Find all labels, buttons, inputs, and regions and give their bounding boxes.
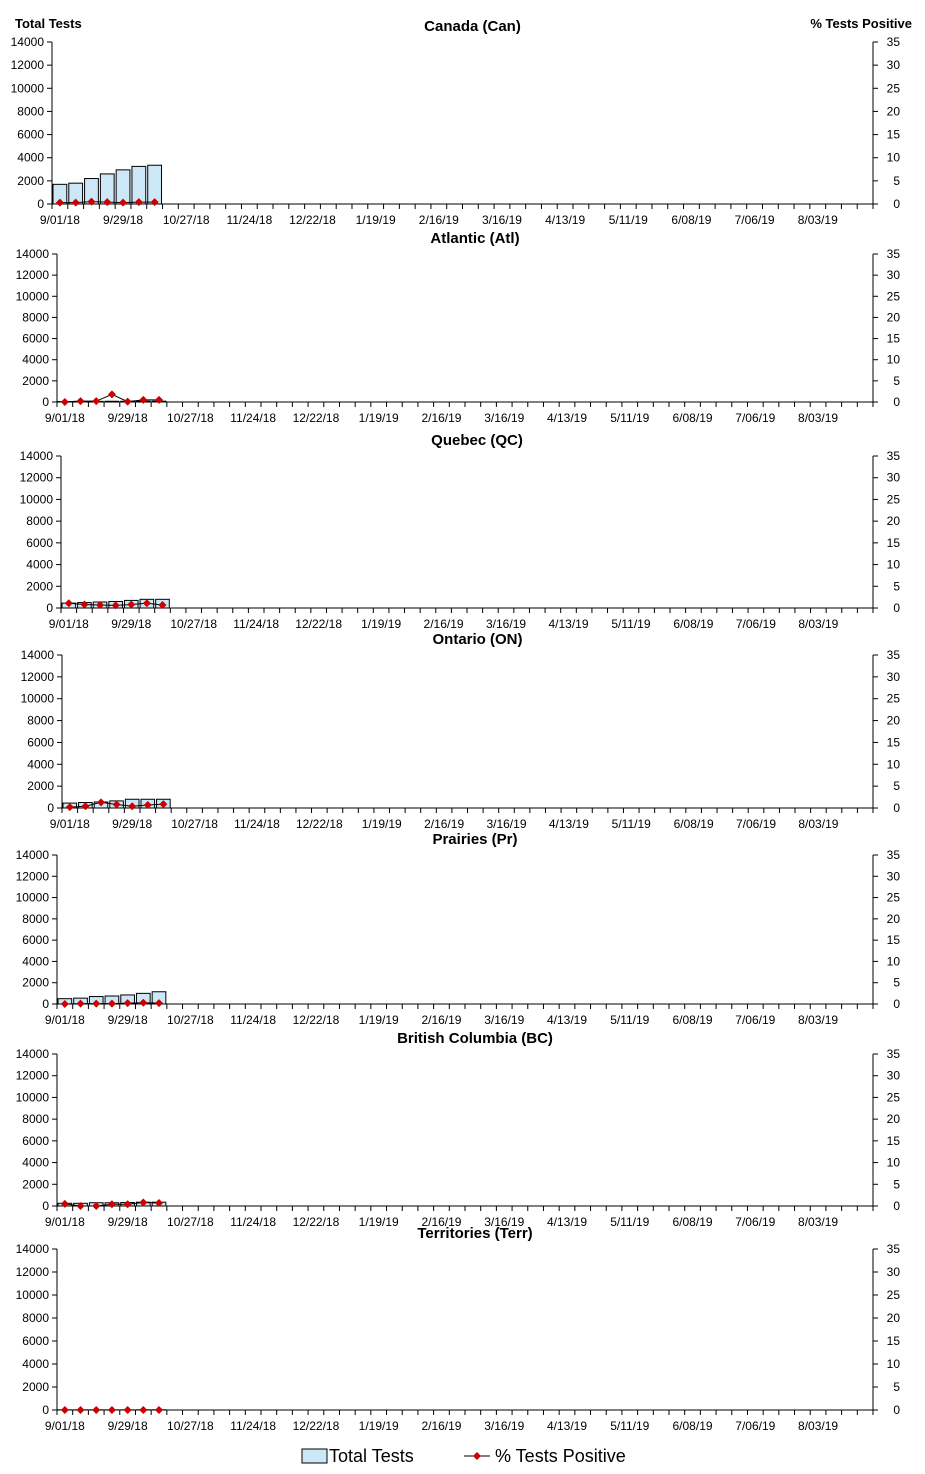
left-tick-label: 4000	[27, 757, 54, 772]
left-tick-label: 6000	[26, 535, 53, 550]
left-tick-label: 4000	[17, 150, 44, 165]
right-tick-label: 35	[886, 35, 900, 49]
x-tick-label: 4/13/19	[548, 617, 589, 631]
x-tick-label: 5/11/19	[611, 617, 651, 631]
x-tick-label: 5/11/19	[610, 411, 650, 425]
left-tick-label: 8000	[22, 1311, 49, 1325]
right-tick-label: 5	[893, 373, 900, 388]
chart-panel	[16, 1030, 901, 1229]
right-tick-label: 0	[893, 395, 900, 409]
line-point	[124, 1406, 132, 1414]
x-tick-label: 7/06/19	[735, 1419, 776, 1433]
right-tick-label: 20	[886, 1311, 900, 1325]
panel-title: Canada (Can)	[424, 18, 521, 35]
right-tick-label: 15	[886, 1133, 900, 1148]
left-tick-label: 12000	[15, 1265, 49, 1279]
x-tick-label: 4/13/19	[546, 1419, 588, 1433]
x-tick-label: 4/13/19	[546, 1215, 588, 1229]
left-tick-label: 8000	[26, 514, 53, 529]
left-tick-label: 12000	[20, 669, 54, 684]
right-tick-label: 30	[886, 58, 900, 73]
right-axis-title: % Tests Positive	[810, 16, 912, 31]
right-tick-label: 0	[893, 997, 900, 1011]
line-point	[61, 398, 69, 406]
x-tick-label: 12/22/18	[292, 1215, 340, 1229]
left-tick-label: 12000	[19, 470, 53, 485]
x-tick-label: 3/16/19	[481, 213, 522, 227]
chart-panel	[16, 1225, 901, 1433]
left-tick-label: 10000	[15, 289, 49, 304]
x-tick-label: 4/13/19	[545, 213, 586, 227]
x-tick-label: 4/13/19	[546, 411, 588, 425]
x-tick-label: 2/16/19	[421, 1215, 462, 1229]
x-tick-label: 7/06/19	[735, 1215, 776, 1229]
x-tick-label: 2/16/19	[418, 213, 459, 227]
x-tick-label: 11/24/18	[230, 411, 277, 425]
x-tick-label: 9/01/18	[49, 817, 90, 831]
left-tick-label: 6000	[22, 331, 49, 346]
right-tick-label: 20	[886, 911, 900, 926]
line-point	[124, 1200, 132, 1208]
left-tick-label: 2000	[17, 173, 44, 188]
x-tick-label: 2/16/19	[423, 617, 464, 631]
right-tick-label: 35	[886, 449, 900, 463]
right-tick-label: 10	[886, 352, 900, 367]
x-tick-label: 5/11/19	[611, 817, 651, 831]
x-tick-label: 11/24/18	[230, 1013, 277, 1027]
left-tick-label: 6000	[17, 127, 44, 142]
left-tick-label: 2000	[22, 1177, 49, 1192]
x-tick-label: 9/01/18	[44, 1013, 85, 1027]
x-tick-label: 1/19/19	[361, 617, 402, 631]
left-tick-label: 4000	[22, 954, 49, 969]
x-tick-label: 9/29/18	[111, 617, 152, 631]
right-tick-label: 30	[886, 669, 900, 684]
right-tick-label: 20	[886, 104, 900, 119]
x-tick-label: 9/29/18	[107, 1013, 148, 1027]
right-tick-label: 15	[886, 1334, 900, 1348]
right-tick-label: 20	[886, 1112, 900, 1127]
left-tick-label: 14000	[15, 1242, 49, 1256]
x-tick-label: 12/22/18	[295, 617, 343, 631]
x-tick-label: 6/08/19	[672, 1419, 713, 1433]
right-tick-label: 10	[886, 1357, 900, 1371]
x-tick-label: 8/03/19	[798, 617, 839, 631]
right-tick-label: 25	[886, 492, 900, 507]
x-tick-label: 9/29/18	[103, 213, 144, 227]
left-tick-label: 0	[42, 395, 49, 409]
line-point	[155, 396, 163, 404]
x-tick-label: 9/01/18	[44, 1215, 85, 1229]
right-tick-label: 10	[886, 557, 900, 572]
right-tick-label: 20	[886, 713, 900, 728]
right-tick-label: 35	[886, 1242, 900, 1256]
right-tick-label: 5	[893, 1177, 900, 1192]
right-tick-label: 30	[886, 869, 900, 884]
x-tick-label: 6/08/19	[672, 411, 713, 425]
line-point	[108, 1200, 116, 1208]
panel-title: Ontario (ON)	[432, 631, 523, 648]
legend-marker-swatch	[473, 1452, 481, 1460]
left-tick-label: 6000	[22, 1334, 49, 1348]
line-point	[108, 390, 116, 398]
panel-title: Atlantic (Atl)	[430, 230, 520, 247]
chart-panels	[11, 18, 901, 1433]
x-tick-label: 11/24/18	[226, 213, 273, 227]
x-tick-label: 3/16/19	[486, 617, 527, 631]
x-tick-label: 3/16/19	[486, 817, 527, 831]
x-tick-label: 11/24/18	[233, 617, 280, 631]
x-tick-label: 9/01/18	[39, 213, 80, 227]
x-tick-label: 1/19/19	[355, 213, 396, 227]
right-tick-label: 10	[886, 757, 900, 772]
left-tick-label: 4000	[22, 352, 49, 367]
x-tick-label: 11/24/18	[230, 1419, 277, 1433]
right-tick-label: 5	[893, 173, 900, 188]
x-tick-label: 5/11/19	[610, 1419, 650, 1433]
left-tick-label: 12000	[15, 268, 49, 283]
x-tick-label: 2/16/19	[424, 817, 465, 831]
x-tick-label: 10/27/18	[170, 617, 218, 631]
x-tick-label: 8/03/19	[798, 1215, 839, 1229]
left-tick-label: 0	[42, 1199, 49, 1213]
x-tick-label: 5/11/19	[608, 213, 648, 227]
left-tick-label: 6000	[27, 735, 54, 750]
x-tick-label: 2/16/19	[421, 1419, 462, 1433]
left-tick-label: 14000	[15, 247, 49, 261]
left-tick-label: 14000	[19, 449, 53, 463]
x-tick-label: 2/16/19	[421, 1013, 462, 1027]
left-tick-label: 0	[37, 197, 44, 211]
x-tick-label: 12/22/18	[292, 1419, 340, 1433]
x-tick-label: 10/27/18	[167, 1419, 214, 1433]
x-tick-label: 7/06/19	[735, 1013, 776, 1027]
right-tick-label: 0	[893, 197, 900, 211]
line-point	[139, 396, 147, 404]
x-tick-label: 6/08/19	[671, 213, 712, 227]
line-point	[92, 1406, 100, 1414]
x-tick-label: 10/27/18	[162, 213, 210, 227]
left-tick-label: 4000	[22, 1357, 49, 1371]
right-tick-label: 25	[886, 1090, 900, 1105]
x-tick-label: 1/19/19	[358, 1013, 399, 1027]
x-tick-label: 11/24/18	[234, 817, 280, 831]
x-tick-label: 7/06/19	[735, 617, 776, 631]
left-tick-label: 2000	[26, 579, 53, 594]
x-tick-label: 3/16/19	[484, 411, 525, 425]
x-tick-label: 10/27/18	[167, 411, 214, 425]
left-axis-title: Total Tests	[15, 16, 82, 31]
x-tick-label: 4/13/19	[548, 817, 589, 831]
right-tick-label: 15	[886, 735, 900, 750]
x-tick-label: 9/29/18	[112, 817, 153, 831]
right-tick-label: 25	[886, 81, 900, 96]
right-tick-label: 20	[886, 310, 900, 325]
left-tick-label: 2000	[22, 373, 49, 388]
chart-panel	[21, 631, 901, 831]
left-tick-label: 2000	[27, 779, 54, 794]
left-tick-label: 0	[42, 1403, 49, 1417]
left-tick-label: 8000	[22, 1112, 49, 1127]
right-tick-label: 10	[886, 1155, 900, 1170]
left-tick-label: 6000	[22, 933, 49, 948]
left-tick-label: 12000	[15, 1068, 49, 1083]
chart-panel	[16, 230, 901, 425]
line-point	[108, 1406, 116, 1414]
panel-title: Territories (Terr)	[417, 1225, 533, 1242]
line-point	[61, 1200, 69, 1208]
left-tick-label: 14000	[15, 1047, 49, 1061]
left-tick-label: 10000	[19, 492, 53, 507]
right-tick-label: 5	[893, 779, 900, 794]
x-tick-label: 5/11/19	[610, 1013, 650, 1027]
left-tick-label: 0	[42, 997, 49, 1011]
x-tick-label: 6/08/19	[672, 1013, 713, 1027]
x-tick-label: 6/08/19	[673, 817, 714, 831]
left-tick-label: 10000	[10, 81, 44, 96]
x-tick-label: 2/16/19	[421, 411, 462, 425]
x-tick-label: 12/22/18	[295, 817, 343, 831]
left-tick-label: 8000	[17, 104, 44, 119]
x-tick-label: 4/13/19	[546, 1013, 588, 1027]
left-tick-label: 6000	[22, 1133, 49, 1148]
x-tick-label: 11/24/18	[230, 1215, 277, 1229]
x-tick-label: 1/19/19	[361, 817, 402, 831]
right-tick-label: 25	[886, 890, 900, 905]
x-tick-label: 9/29/18	[107, 1215, 148, 1229]
x-tick-label: 3/16/19	[484, 1013, 525, 1027]
x-tick-label: 12/22/18	[292, 411, 340, 425]
right-tick-label: 25	[886, 691, 900, 706]
x-tick-label: 9/29/18	[107, 1419, 148, 1433]
left-tick-label: 12000	[15, 869, 49, 884]
x-tick-label: 3/16/19	[484, 1419, 525, 1433]
legend-bar-swatch	[302, 1449, 327, 1463]
left-tick-label: 14000	[20, 648, 54, 662]
right-tick-label: 35	[886, 247, 900, 261]
right-tick-label: 10	[886, 954, 900, 969]
x-tick-label: 9/29/18	[107, 411, 148, 425]
x-tick-label: 1/19/19	[358, 411, 399, 425]
x-tick-label: 1/19/19	[358, 1215, 399, 1229]
left-tick-label: 12000	[10, 58, 44, 73]
left-tick-label: 8000	[27, 713, 54, 728]
left-tick-label: 10000	[15, 890, 49, 905]
bar	[105, 401, 119, 402]
right-tick-label: 30	[886, 470, 900, 485]
x-tick-label: 12/22/18	[289, 213, 336, 227]
x-tick-label: 9/01/18	[44, 411, 85, 425]
x-tick-label: 8/03/19	[798, 1013, 839, 1027]
legend	[302, 1446, 626, 1466]
right-tick-label: 15	[886, 933, 900, 948]
panel-title: Quebec (QC)	[431, 432, 523, 449]
x-tick-label: 9/01/18	[44, 1419, 85, 1433]
left-tick-label: 2000	[22, 1380, 49, 1394]
x-tick-label: 3/16/19	[484, 1215, 525, 1229]
legend-bars-label: Total Tests	[329, 1446, 414, 1466]
right-tick-label: 15	[886, 331, 900, 346]
right-tick-label: 30	[886, 1068, 900, 1083]
line-point	[139, 1406, 147, 1414]
left-tick-label: 0	[46, 601, 53, 615]
left-tick-label: 10000	[15, 1090, 49, 1105]
right-tick-label: 10	[886, 150, 900, 165]
left-tick-label: 14000	[15, 848, 49, 862]
right-tick-label: 20	[886, 514, 900, 529]
line-point	[155, 1406, 163, 1414]
right-tick-label: 35	[886, 1047, 900, 1061]
right-tick-label: 15	[886, 535, 900, 550]
panel-title: British Columbia (BC)	[397, 1030, 553, 1047]
left-tick-label: 10000	[20, 691, 54, 706]
left-tick-label: 2000	[22, 975, 49, 990]
x-tick-label: 8/03/19	[798, 1419, 839, 1433]
right-tick-label: 5	[893, 1380, 900, 1394]
line-point	[124, 398, 132, 406]
right-tick-label: 0	[893, 1403, 900, 1417]
left-tick-label: 0	[47, 801, 54, 815]
line-point	[61, 1406, 69, 1414]
x-tick-label: 9/01/18	[48, 617, 89, 631]
chart-panel	[16, 831, 901, 1027]
right-tick-label: 25	[886, 1288, 900, 1302]
left-tick-label: 8000	[22, 911, 49, 926]
chart-panel	[11, 18, 901, 227]
x-tick-label: 8/03/19	[798, 411, 839, 425]
x-tick-label: 8/03/19	[798, 817, 839, 831]
right-tick-label: 5	[893, 579, 900, 594]
right-tick-label: 0	[893, 1199, 900, 1213]
right-tick-label: 35	[886, 848, 900, 862]
right-tick-label: 30	[886, 268, 900, 283]
x-tick-label: 1/19/19	[358, 1419, 399, 1433]
x-tick-label: 10/27/18	[167, 1215, 214, 1229]
line-point	[77, 1406, 85, 1414]
chart-panel	[20, 432, 901, 631]
x-tick-label: 12/22/18	[292, 1013, 340, 1027]
right-tick-label: 0	[893, 801, 900, 815]
x-tick-label: 5/11/19	[610, 1215, 650, 1229]
x-tick-label: 7/06/19	[735, 411, 776, 425]
right-tick-label: 35	[886, 648, 900, 662]
x-tick-label: 7/06/19	[734, 213, 775, 227]
right-tick-label: 30	[886, 1265, 900, 1279]
x-tick-label: 10/27/18	[167, 1013, 214, 1027]
line-point	[92, 397, 100, 405]
left-tick-label: 10000	[15, 1288, 49, 1302]
panel-title: Prairies (Pr)	[432, 831, 518, 848]
left-tick-label: 14000	[10, 35, 44, 49]
x-tick-label: 8/03/19	[797, 213, 838, 227]
x-tick-label: 6/08/19	[673, 617, 714, 631]
line-point	[77, 397, 85, 405]
left-tick-label: 8000	[22, 310, 49, 325]
left-tick-label: 4000	[26, 557, 53, 572]
x-tick-label: 6/08/19	[672, 1215, 713, 1229]
x-tick-label: 7/06/19	[736, 817, 777, 831]
legend-line-label: % Tests Positive	[495, 1446, 626, 1466]
right-tick-label: 15	[886, 127, 900, 142]
left-tick-label: 4000	[22, 1155, 49, 1170]
right-tick-label: 5	[893, 975, 900, 990]
right-tick-label: 25	[886, 289, 900, 304]
right-tick-label: 0	[893, 601, 900, 615]
x-tick-label: 10/27/18	[171, 817, 218, 831]
